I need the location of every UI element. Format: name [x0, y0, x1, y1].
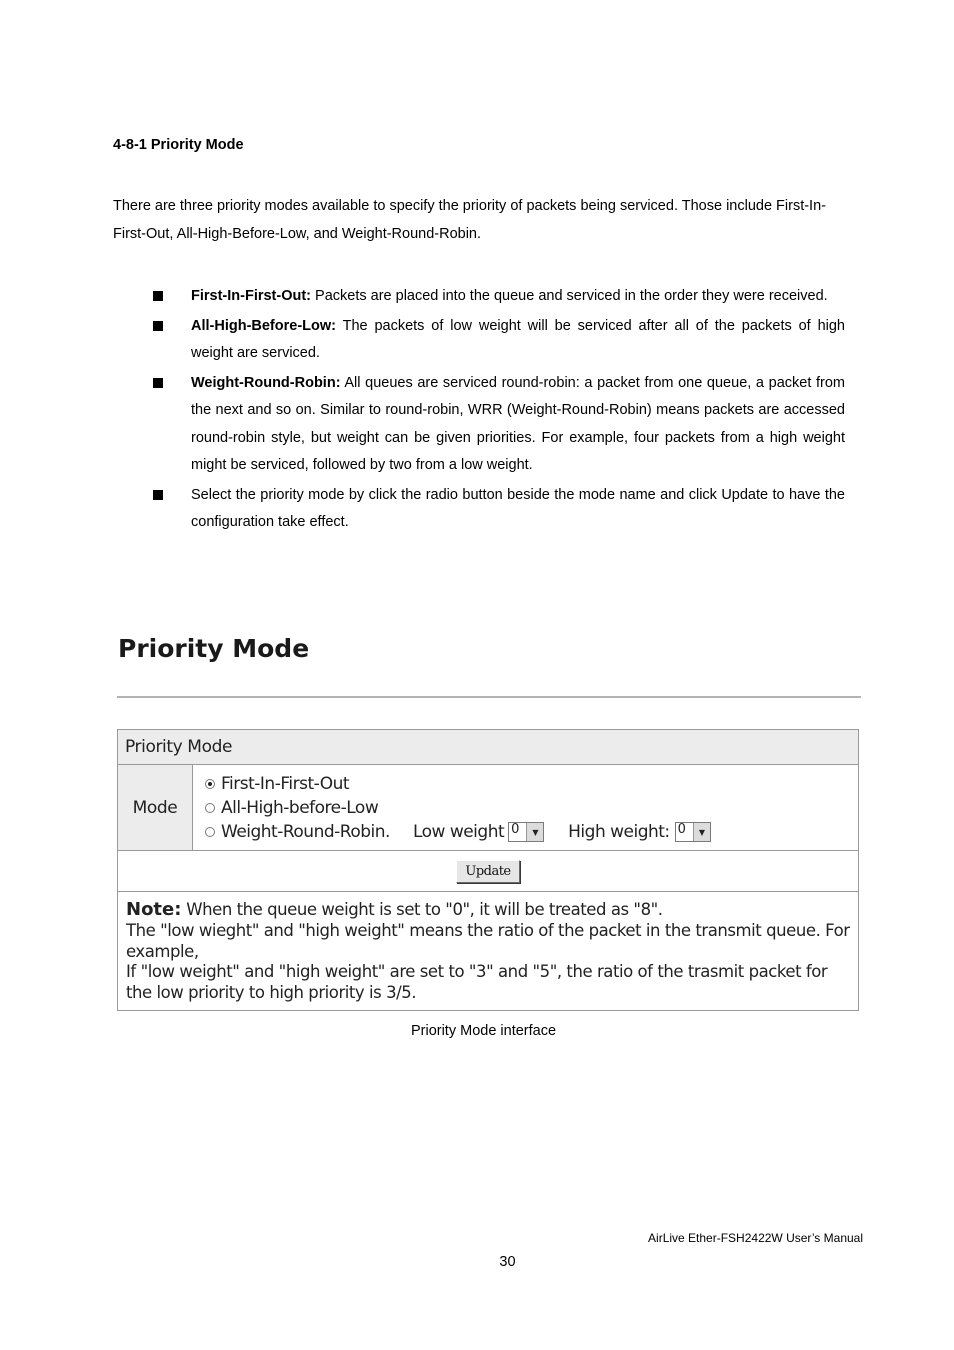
mode-option-all-high-before-low[interactable] — [205, 796, 858, 820]
mode-label: Mode — [118, 765, 193, 851]
high-weight-value: 0 — [677, 822, 686, 837]
priority-mode-panel — [117, 729, 859, 1011]
bullet-list — [152, 283, 845, 539]
note-label: Note: — [126, 899, 182, 920]
mode-option-fifo[interactable] — [205, 772, 858, 796]
ui-page-title: Priority Mode — [118, 634, 310, 663]
page-number: 30 — [499, 1254, 516, 1270]
section-title: 4-8-1 Priority Mode — [113, 137, 244, 153]
bullet-item — [152, 283, 845, 311]
square-bullet-icon — [153, 490, 163, 500]
button-row — [118, 851, 859, 892]
note-line-3: If "low weight" and "high weight" are set to "3" and "5", the ratio of the trasmit packet for the low priority to high priority is 3/5. — [126, 962, 828, 1003]
mode-options — [193, 765, 859, 851]
figure-caption: Priority Mode interface — [410, 1023, 557, 1039]
radio-wrr[interactable] — [205, 827, 215, 837]
intro-paragraph: There are three priority modes available to specify the priority of packets being serviced. Those include First-In-First-Out, All-High-Before-Low, and Weight-Round-Robin. — [113, 198, 826, 242]
bullet-text: Packets are placed into the queue and serviced in the order they were received. — [311, 288, 828, 304]
bullet-term: Weight-Round-Robin: — [191, 374, 341, 391]
chevron-down-icon[interactable]: ▼ — [526, 823, 543, 841]
bullet-term: First-In-First-Out: — [191, 288, 312, 304]
note-line-1: When the queue weight is set to "0", it will be treated as "8". — [181, 900, 663, 919]
note-box — [118, 892, 859, 1011]
radio-fifo[interactable] — [205, 779, 215, 789]
bullet-term: All-High-Before-Low: — [191, 317, 336, 334]
square-bullet-icon — [153, 321, 163, 331]
bullet-text: Select the priority mode by click the radio button beside the mode name and click Update to have the configuration take effect. — [191, 486, 845, 530]
square-bullet-icon — [153, 291, 163, 301]
bullet-item — [152, 313, 845, 368]
bullet-item — [152, 370, 845, 480]
square-bullet-icon — [153, 378, 163, 388]
option-label: Weight-Round-Robin. — [221, 822, 390, 842]
radio-all-high-before-low[interactable] — [205, 803, 215, 813]
high-weight-select[interactable] — [675, 822, 711, 842]
mode-option-wrr[interactable] — [205, 820, 858, 844]
high-weight-label: High weight: — [568, 822, 670, 842]
low-weight-select[interactable] — [508, 822, 544, 842]
update-button[interactable]: Update — [456, 860, 519, 883]
option-label: All-High-before-Low — [221, 798, 379, 818]
low-weight-label: Low weight — [412, 822, 505, 842]
bullet-text: All queues are serviced round-robin: a packet from one queue, a packet from the next and so on. Similar to round-robin, WRR (Weight-Round-Robin) means packets are accessed round-robin style, but weight can be given priorities. For example, four packets from a high weight might be serviced, followed by two from a low weight. — [191, 374, 845, 473]
note-line-2: The "low wieght" and "high weight" means the ratio of the packet in the transmit queue. For example, — [126, 920, 850, 961]
option-label: First-In-First-Out — [221, 774, 350, 794]
low-weight-value: 0 — [511, 822, 519, 837]
bullet-item — [152, 482, 845, 537]
panel-header: Priority Mode — [118, 730, 859, 765]
footer-manual-title: AirLive Ether-FSH2422W User’s Manual — [648, 1231, 863, 1245]
chevron-down-icon[interactable]: ▼ — [693, 823, 710, 841]
title-divider — [117, 696, 861, 698]
bullet-text: The packets of low weight will be serviced after all of the packets of high weight are serviced. — [191, 317, 845, 361]
